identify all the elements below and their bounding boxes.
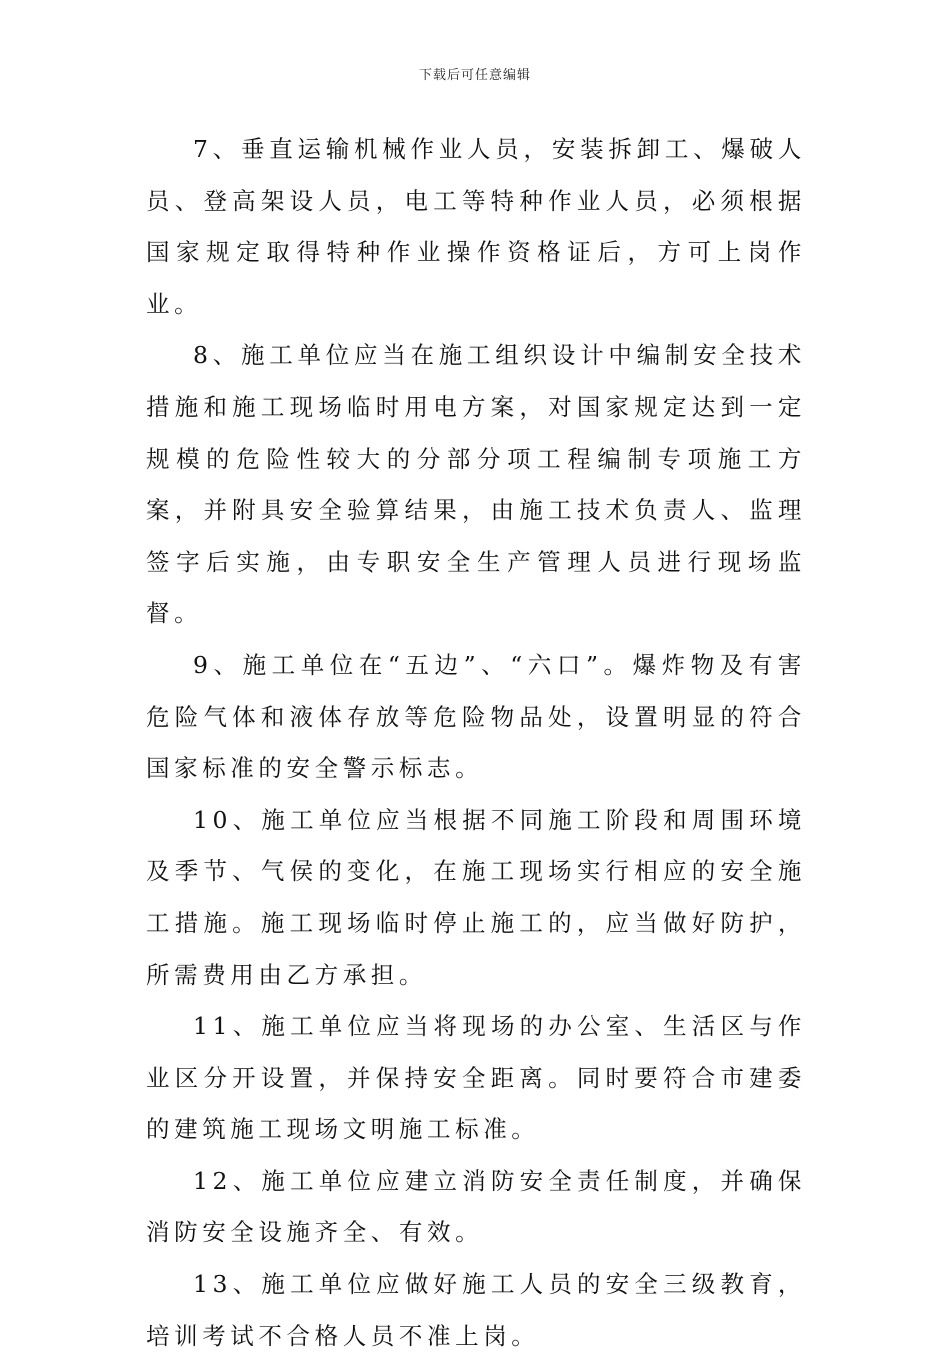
paragraph-item-13: 13、施工单位应做好施工人员的安全三级教育，培训考试不合格人员不准上岗。 xyxy=(146,1270,806,1350)
paragraph-item-7: 7、垂直运输机械作业人员，安装拆卸工、爆破人员、登高架设人员，电工等特种作业人员，必须根据国家规定取得特种作业操作资格证后，方可上岗作业。 xyxy=(146,135,806,318)
page-header: 下载后可任意编辑 xyxy=(418,68,531,83)
paragraph-item-10: 10、施工单位应当根据不同施工阶段和周围环境及季节、气侯的变化，在施工现场实行相应的安全施工措施。施工现场临时停止施工的，应当做好防护，所需费用由乙方承担。 xyxy=(146,805,806,989)
paragraph-item-8: 8、施工单位应当在施工组织设计中编制安全技术措施和施工现场临时用电方案，对国家规定达到一定规模的危险性较大的分部分项工程编制专项施工方案，并附具安全验算结果，由施工技术负责人、监理签字后实施，由专职安全生产管理人员进行现场监督。 xyxy=(146,341,806,628)
paragraph-item-12: 12、施工单位应建立消防安全责任制度，并确保消防安全设施齐全、有效。 xyxy=(146,1166,806,1247)
paragraph-item-11: 11、施工单位应当将现场的办公室、生活区与作业区分开设置，并保持安全距离。同时要符合市建委的建筑施工现场文明施工标准。 xyxy=(146,1012,806,1144)
document-body xyxy=(146,124,806,1362)
paragraph-item-9: 9、施工单位在“五边”、“六口”。爆炸物及有害危险气体和液体存放等危险物品处，设置明显的符合国家标准的安全警示标志。 xyxy=(146,650,806,783)
